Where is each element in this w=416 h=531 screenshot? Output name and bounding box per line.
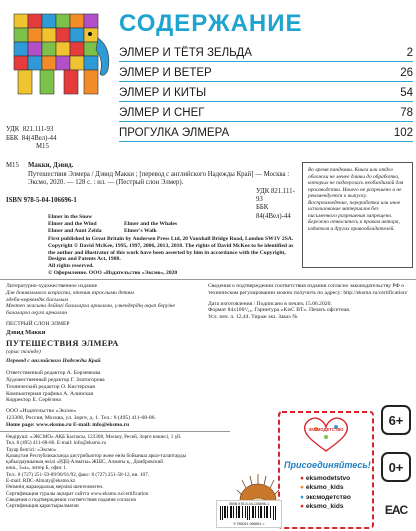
section-divider bbox=[0, 279, 416, 280]
toc-item[interactable] bbox=[119, 62, 413, 82]
legal-line: Сертификация туралы ақпарат сайтта www.eksmo.ru/certification bbox=[6, 490, 149, 497]
catalog-code: М15 bbox=[36, 143, 49, 151]
certification-note: Сведения о подтверждении соответствия издания согласно законодательству РФ о техническом регулировании можно получить по адресу: http://eksmo.ru/certification/ bbox=[208, 283, 408, 296]
bbk-right: ББК 84(4Вел)-44 bbox=[256, 204, 291, 220]
toc-item[interactable] bbox=[119, 82, 413, 102]
legal-line: Тауар белгісі: «Эксмо» bbox=[6, 446, 57, 453]
original-title: Elmer and the Wind bbox=[48, 220, 97, 227]
barcode-isbn: ISBN 978-5-04-106696-1 bbox=[228, 502, 270, 506]
series-name: ПЕСТРЫЙ СЛОН ЭЛМЕР bbox=[6, 320, 70, 327]
toc-item-label: ПРОГУЛКА ЭЛМЕРА bbox=[119, 127, 230, 139]
book-title: ПУТЕШЕСТВИЯ ЭЛМЕРА bbox=[6, 338, 119, 348]
social-handle[interactable]: ● eksmo_kids bbox=[300, 484, 344, 492]
eac-mark: EAC bbox=[384, 503, 408, 517]
bbk-value: 84(4Вел)-44 bbox=[21, 134, 57, 142]
catalog-description: Путешествия Элмера / Дэвид Макки ; [перевод с английского Надежды Край] — Москва : Эксмо, 2020. — 128 с. : ил. — (Пестрый слон Элмер). bbox=[28, 171, 290, 187]
imprint-right bbox=[208, 283, 412, 321]
toc-item-page: 26 bbox=[400, 67, 413, 79]
toc-item-label: ЭЛМЕР И ВЕТЕР bbox=[119, 67, 212, 79]
layout-credit: Компьютерная графика А. Алинская bbox=[6, 390, 94, 397]
copyright-note: Copyright © David McKee, 1995, 1997, 2006, 2013, 2018. The rights of David McKee to be identified as the author and illustrator of this work have been asserted by him in accordance with the Copyright, Designs and Patents Act, 1988. bbox=[48, 242, 294, 263]
social-handle[interactable]: ● эксмодетство bbox=[300, 493, 351, 501]
elmer-elephant-illustration bbox=[4, 8, 114, 100]
social-handle[interactable]: ● eksmo_kids bbox=[300, 502, 344, 510]
legal-line: Сведения о подтверждении соответствия издания согласно bbox=[6, 496, 137, 503]
legal-line: Өнімнің жарамдылық мерзімі шектелмеген. bbox=[6, 484, 104, 491]
print-date: Дата изготовления / Подписано в печать 15.06.2020. bbox=[208, 300, 332, 307]
publisher-address: 123308, Россия, Москва, ул. Зорге, д. 1. Тел.: 8 (495) 411-68-86. bbox=[6, 414, 156, 421]
age-note: Для дошкольного возраста, чтения взрослыми детям bbox=[6, 289, 134, 296]
isbn: ISBN 978-5-04-106696-1 bbox=[6, 197, 77, 204]
social-handles bbox=[300, 474, 374, 511]
publication-block bbox=[48, 236, 298, 277]
print-format: Формат 84x100¹/₁₆. Гарнитура «KisC BT». Печать офсетная. bbox=[208, 307, 351, 314]
legal-line: Тел. 8 (495) 411-68-86. E-mail: info@eksmo.ru bbox=[6, 440, 107, 447]
translation: Перевод с английского Надежды Край bbox=[6, 358, 101, 365]
original-title: Elmer and Aunt Zelda bbox=[48, 227, 102, 234]
toc-item-page: 54 bbox=[400, 87, 413, 99]
publisher-homepage[interactable]: Home page: www.eksmo.ru E-mail: info@eksmo.ru bbox=[6, 421, 130, 428]
tech-editor: Технический редактор О. Кистерская bbox=[6, 383, 95, 390]
catalog-code-inline: М15 bbox=[6, 162, 19, 169]
youtube-icon: ● bbox=[300, 502, 304, 510]
publication-note: First published in Great Britain by Andersen Press Ltd, 20 Vauxhall Bridge Road, London SW1V 2SA. bbox=[48, 236, 294, 242]
toc-item[interactable] bbox=[119, 42, 413, 62]
rights-note: All rights reserved. bbox=[48, 263, 94, 270]
udk-right: УДК 821.111-93 bbox=[256, 188, 295, 204]
vk-icon: ● bbox=[300, 475, 304, 482]
udk-value: 821.111-93 bbox=[22, 126, 54, 133]
title-sub: (орыс тілінде) bbox=[6, 348, 41, 355]
age-rating-badge: 0+ bbox=[381, 452, 411, 482]
barcode-digits: 9 785041 066961 > bbox=[233, 522, 265, 526]
kazakh-line: Мектеп жасына дейінгі балаларға арналған, үлкендердің оқып беруіне bbox=[6, 303, 176, 310]
imprint-left bbox=[6, 283, 206, 429]
notice-text: Во время пандемии. Книга или отдел обложки не менее длины до обработка, которых не подверглась необходимой для производства. Ничего не разрешено и не рекомендуется к выпуску. Воспроизведение, переработка или иное использование материалов без письменного разрешения запрещено. Бережно относитесь к правам автора, издателя и других правообладателей. bbox=[308, 167, 404, 232]
toc-item[interactable] bbox=[119, 102, 413, 122]
toc-item-label: ЭЛМЕР И ТЁТЯ ЗЕЛЬДА bbox=[119, 47, 252, 59]
editor: Ответственный редактор А. Борзенкова bbox=[6, 370, 101, 377]
catalog-author: Макки, Дэвид. bbox=[28, 162, 74, 169]
corrector: Корректор Е. Серёгина bbox=[6, 397, 61, 404]
print-run: Усл. печ. л. 12,44. Тираж экз. Заказ № bbox=[208, 314, 298, 321]
heart-label: ЭКСМОДЕТСТВО bbox=[308, 427, 344, 432]
promo-headline: Присоединяйтесь! bbox=[284, 460, 371, 470]
toc-item-label: ЭЛМЕР И КИТЫ bbox=[119, 87, 207, 99]
notice-box bbox=[302, 162, 413, 268]
toc-item-page: 78 bbox=[400, 107, 413, 119]
udk-bbk-block bbox=[6, 126, 116, 152]
udk-label: УДК bbox=[6, 126, 20, 133]
legal-line: Қазақстан Республикасында дистрибьютор және өнім бойынша арыз-талаптарды bbox=[6, 452, 187, 459]
legal-line: Сертификация қарастырылмаған bbox=[6, 503, 79, 510]
bbk-label: ББК bbox=[6, 134, 19, 142]
legal-line: E-mail: RDC-Almaty@eksmo.kz bbox=[6, 478, 76, 485]
contents-title: СОДЕРЖАНИЕ bbox=[119, 10, 303, 37]
age-rating-badge: 6+ bbox=[381, 405, 411, 435]
barcode-bars bbox=[219, 506, 279, 520]
original-title: Elmer and the Whales bbox=[124, 221, 178, 227]
toc-item-label: ЭЛМЕР И СНЕГ bbox=[119, 107, 205, 119]
publisher: ООО «Издательство «Эксмо» bbox=[6, 408, 77, 415]
barcode bbox=[216, 500, 282, 528]
social-handle[interactable]: ● eksmodetstvo bbox=[300, 475, 351, 482]
toc-item-page: 102 bbox=[393, 127, 413, 139]
legal-line: көш., 3«а», литер Б, офис 1. bbox=[6, 465, 68, 472]
ok-icon: ● bbox=[300, 493, 304, 501]
udk-right-block bbox=[256, 188, 300, 221]
design-note: © Оформление. ООО «Издательство «Эксмо», 2020 bbox=[48, 269, 178, 276]
toc-item-page: 2 bbox=[406, 47, 413, 59]
kazakh-line: әдеби-көркемдік басылым bbox=[6, 296, 68, 303]
legal-line: Тел.: 8 (727) 251-59-89/90/91/92, факс: 8 (727) 251-58-12, вн. 107. bbox=[6, 471, 150, 478]
original-title: Elmer in the Snow bbox=[48, 214, 93, 220]
section-divider bbox=[0, 431, 230, 432]
kazakh-line: балаларға оқуға арналған bbox=[6, 310, 68, 317]
author-name: Дэвид Макки bbox=[6, 328, 46, 336]
original-titles-col2 bbox=[124, 221, 204, 235]
original-titles-col1 bbox=[48, 214, 118, 234]
legal-line: қабылдаушының өкілі «РДЦ-Алматы» ЖШС, Алматы қ., Домбровский bbox=[6, 459, 164, 466]
toc-item[interactable] bbox=[119, 122, 413, 142]
original-title: Elmer's Walk bbox=[124, 227, 157, 234]
genre: Литературно-художественное издание bbox=[6, 283, 98, 289]
instagram-icon: ● bbox=[300, 484, 304, 492]
contents-list bbox=[119, 42, 413, 142]
legal-lines bbox=[6, 434, 232, 510]
art-editor: Художественный редактор Г. Златогорова bbox=[6, 376, 105, 383]
legal-line: Өндіруші: «ЭКСМО» АҚБ Баспасы, 123308, Мәскеу, Ресей, Зорге көшесі, 1 үй. bbox=[6, 434, 182, 440]
